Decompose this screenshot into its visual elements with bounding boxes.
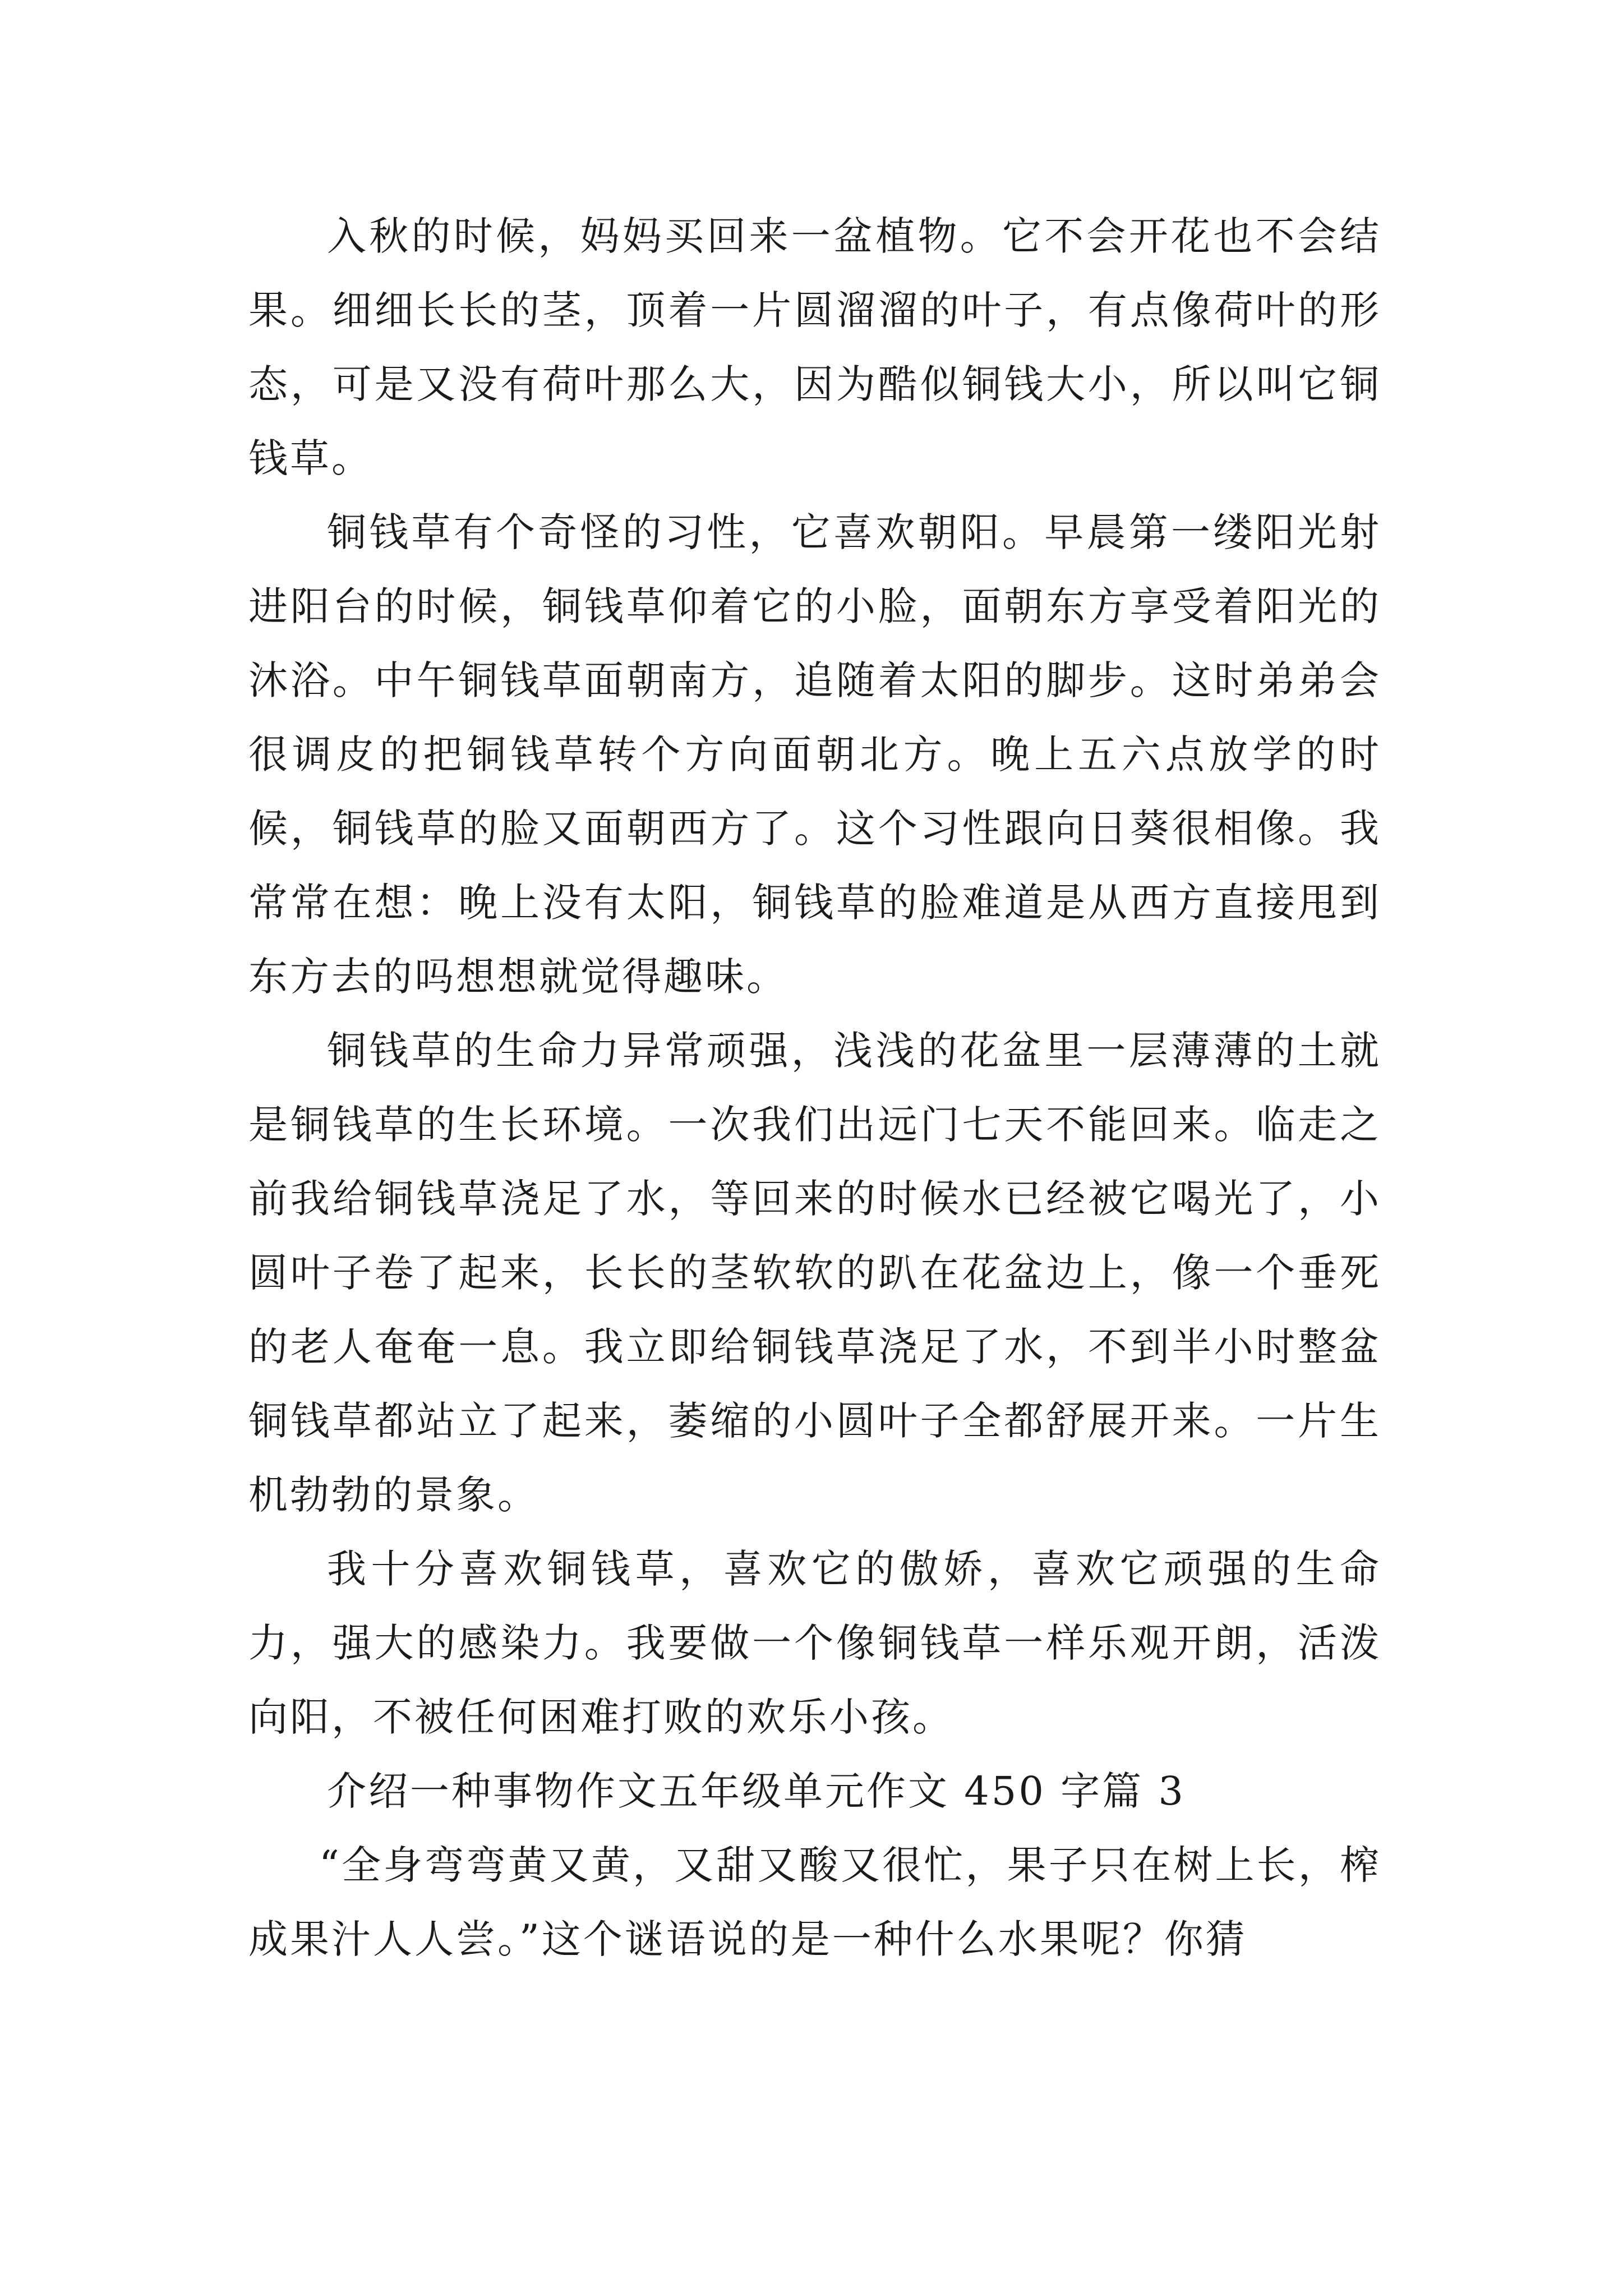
section-heading: 介绍一种事物作文五年级单元作文 450 字篇 3 (327, 1768, 1186, 1814)
paragraph-3: 铜钱草的生命力异常顽强，浅浅的花盆里一层薄薄的土就是铜钱草的生长环境。一次我们出远门七天不能回来。临走之前我给铜钱草浇足了水，等回来的时候水已经被它喝光了，小圆叶子卷了起来，长长的茎软软的趴在花盆边上，像一个垂死的老人奄奄一息。我立即给铜钱草浇足了水，不到半小时整盆铜钱草都站立了起来，萎缩的小圆叶子全都舒展开来。一片生机勃勃的景象。 (248, 1028, 1381, 1518)
document-body (248, 199, 1381, 1976)
paragraph-4: 我十分喜欢铜钱草，喜欢它的傲娇，喜欢它顽强的生命力，强大的感染力。我要做一个像铜钱草一样乐观开朗，活泼向阳，不被任何困难打败的欢乐小孩。 (248, 1546, 1381, 1740)
paragraph-2: 铜钱草有个奇怪的习性，它喜欢朝阳。早晨第一缕阳光射进阳台的时候，铜钱草仰着它的小脸，面朝东方享受着阳光的沐浴。中午铜钱草面朝南方，追随着太阳的脚步。这时弟弟会很调皮的把铜钱草转个方向面朝北方。晚上五六点放学的时候，铜钱草的脸又面朝西方了。这个习性跟向日葵很相像。我常常在想：晚上没有太阳，铜钱草的脸难道是从西方直接甩到东方去的吗想想就觉得趣味。 (248, 509, 1381, 1000)
paragraph-1: 入秋的时候，妈妈买回来一盆植物。它不会开花也不会结果。细细长长的茎，顶着一片圆溜溜的叶子，有点像荷叶的形态，可是又没有荷叶那么大，因为酷似铜钱大小，所以叫它铜钱草。 (248, 213, 1381, 481)
paragraph-5: “全身弯弯黄又黄，又甜又酸又很忙，果子只在树上长，榨成果汁人人尝。”这个谜语说的是一种什么水果呢？你猜 (248, 1842, 1381, 1962)
